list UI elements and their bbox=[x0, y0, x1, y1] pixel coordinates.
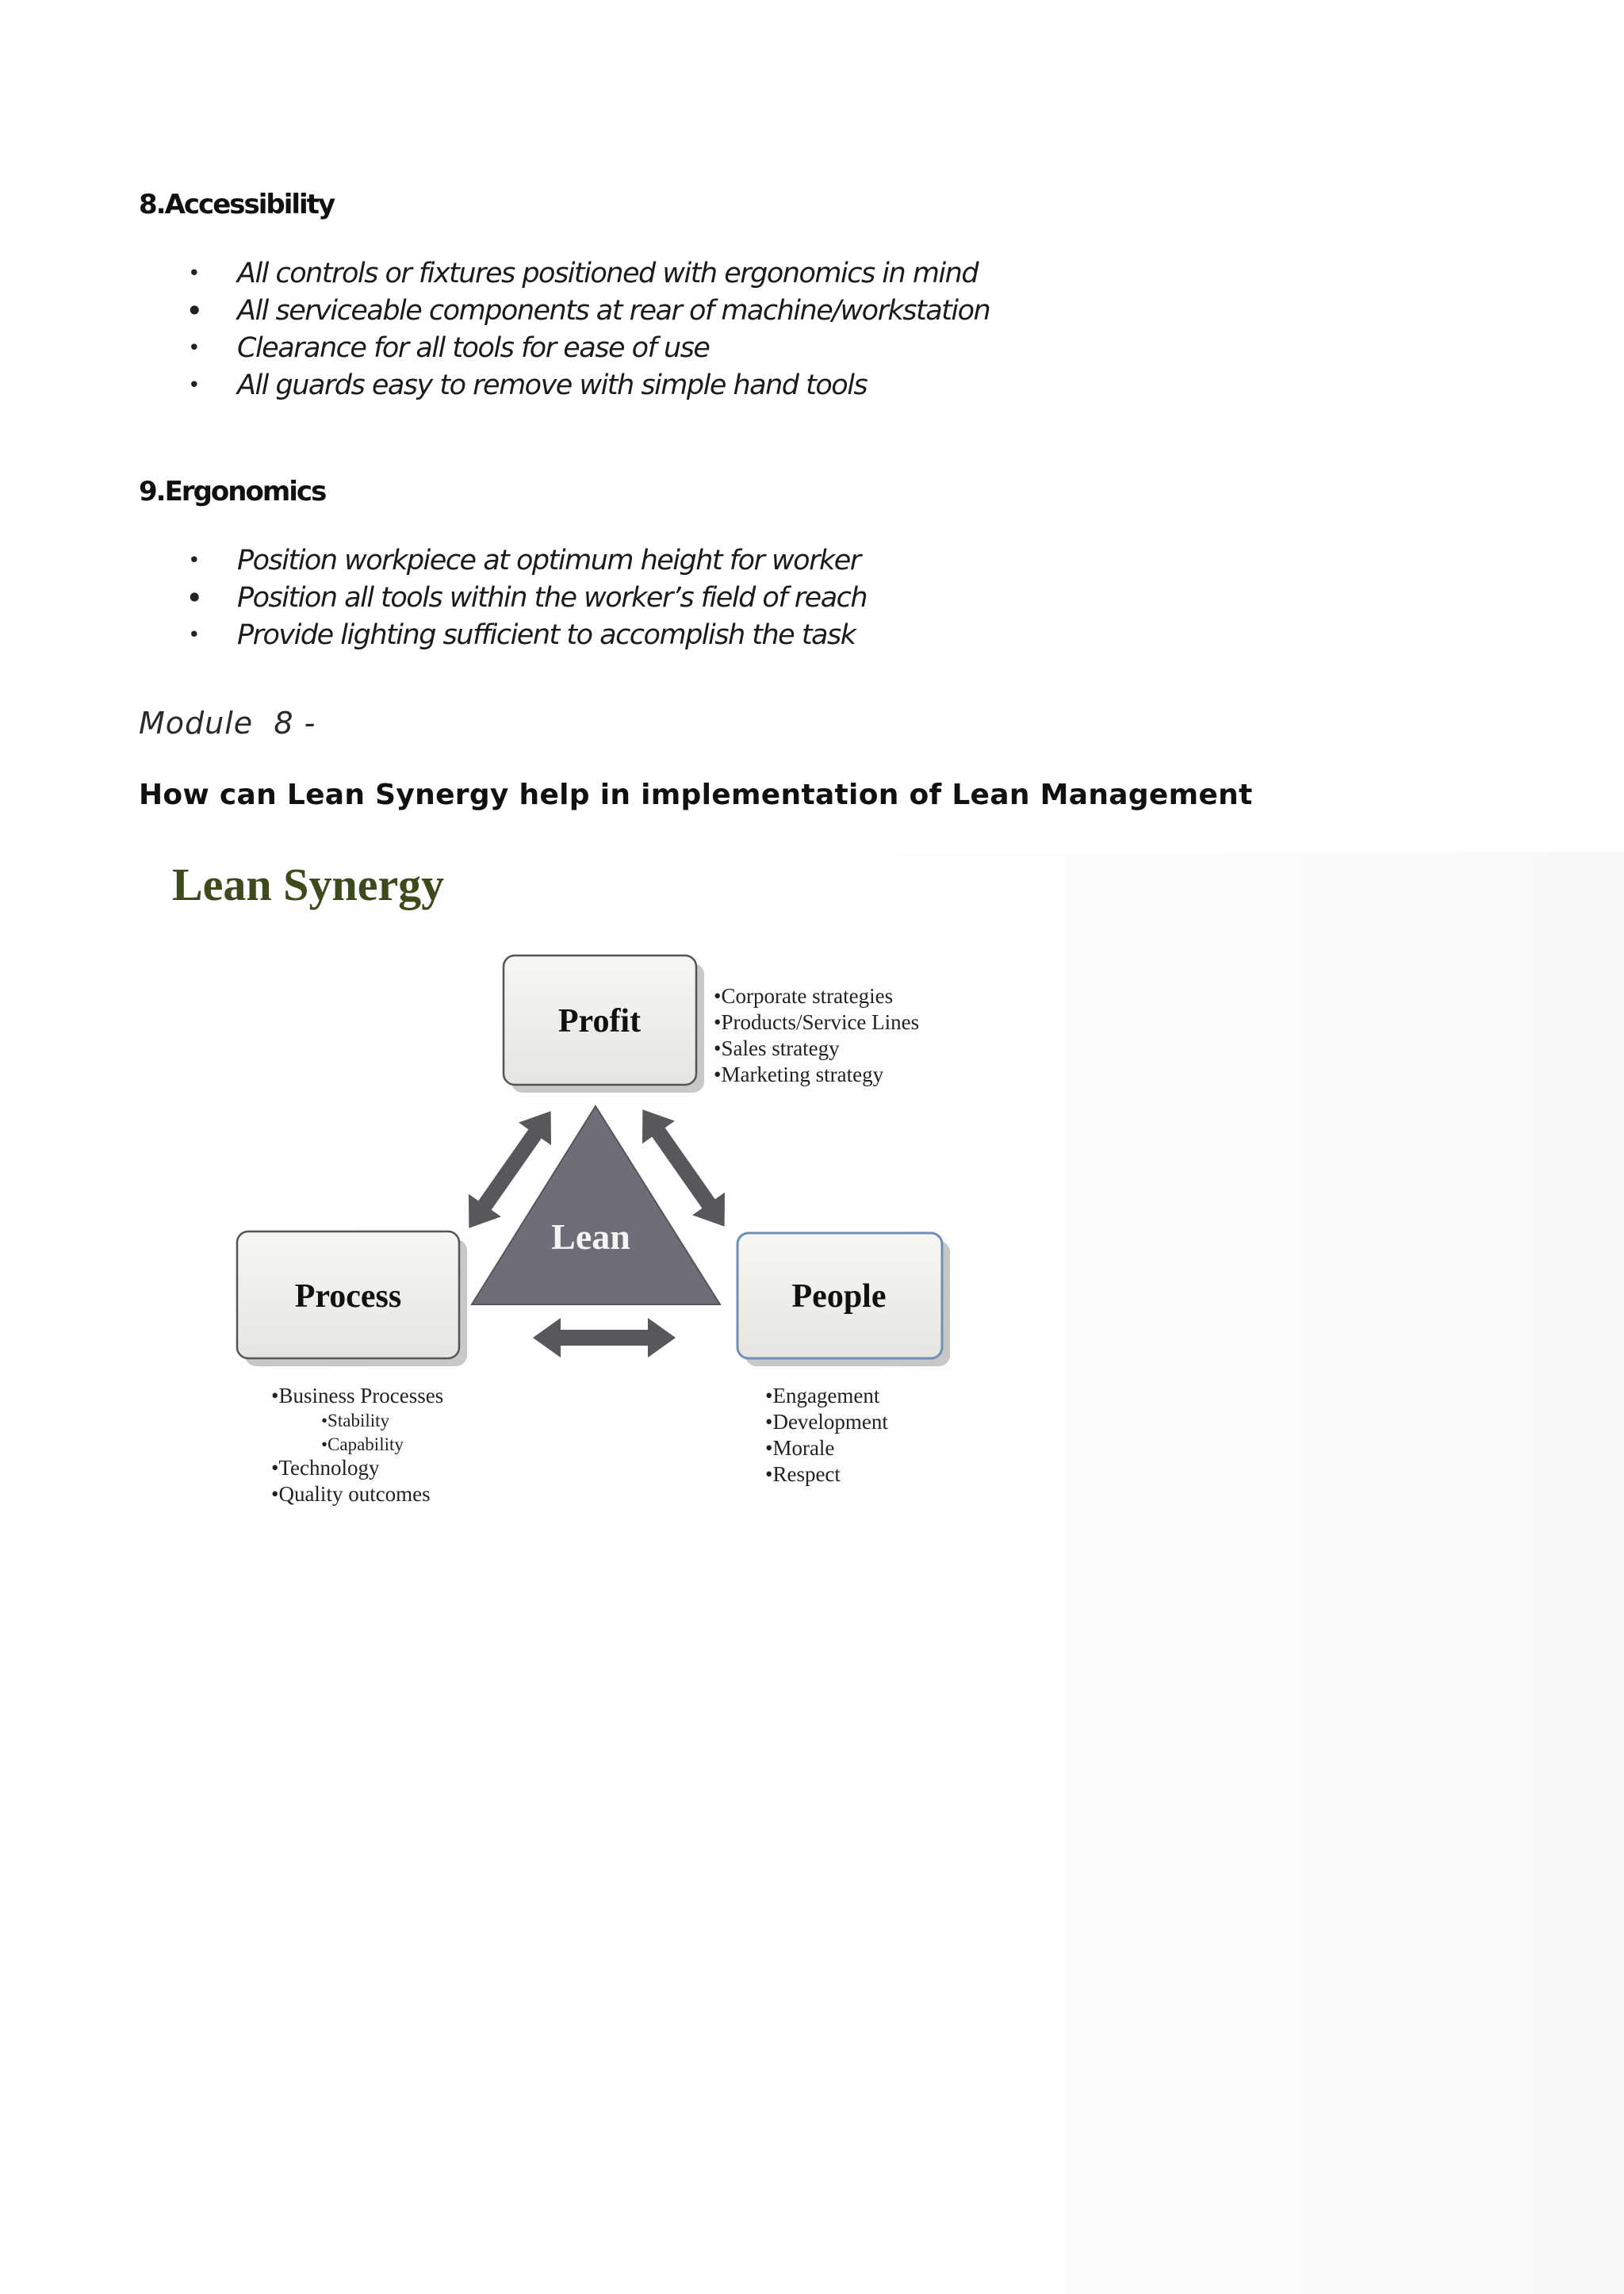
bullet-icon: • bbox=[186, 580, 202, 615]
section-heading-ergonomics: 9.Ergonomics bbox=[139, 476, 326, 507]
list-item: •Sales strategy bbox=[714, 1036, 840, 1060]
process-label: Process bbox=[294, 1278, 402, 1315]
section-heading-accessibility: 8.Accessibility bbox=[139, 189, 335, 220]
section-question: How can Lean Synergy help in implementation of Lean Management bbox=[139, 779, 1253, 811]
list-item: •Corporate strategies bbox=[714, 984, 894, 1008]
bullet-icon: • bbox=[188, 549, 199, 573]
process-box bbox=[237, 1231, 467, 1366]
bullet-icon: • bbox=[188, 262, 199, 285]
bullet-icon: • bbox=[188, 623, 199, 647]
list-item: •Engagement bbox=[765, 1384, 880, 1407]
profit-label: Profit bbox=[557, 1003, 642, 1040]
people-label: People bbox=[791, 1278, 887, 1315]
diagram-title: Lean Synergy bbox=[172, 859, 445, 910]
list-item: •Development bbox=[765, 1410, 888, 1434]
list-item: •Products/Service Lines bbox=[714, 1010, 920, 1034]
people-box bbox=[737, 1233, 950, 1366]
bullet-icon: • bbox=[188, 373, 199, 397]
list-item: •Morale bbox=[765, 1436, 835, 1460]
bullet-icon: • bbox=[186, 293, 202, 328]
list-item: •Technology bbox=[271, 1456, 380, 1480]
list-item: •Respect bbox=[765, 1462, 841, 1486]
list-item: •Business Processes bbox=[271, 1384, 444, 1407]
lean-triangle bbox=[472, 1106, 720, 1304]
profit-list bbox=[714, 984, 919, 1086]
process-list bbox=[271, 1384, 443, 1506]
list-item: •Stability bbox=[321, 1411, 390, 1430]
document-page: 8.Accessibility • All controls or fixtures positioned with ergonomics in mind • All serviceable components at rear of machine/workstation • Clearance for all tools for ease of use • All guards easy to remove with simple hand tools 9.Ergonomics • Position workpiece at optimum height for worker • Position all tools within the worker’s field of reach • Provide lighting sufficient to accomplish the task Module 8 - How can Lean Synergy help in implementation of Lean Management Lean Synergy Profit •Corporate strategies •Products/Service Lines •Sales strategy •Marketing strategy Lean Process •Business Processes •Stability •Capability •Technology •Quality outcomes People •Engagement •Development •Morale •Respect bbox=[0, 0, 1624, 2294]
lean-synergy-diagram bbox=[159, 852, 1624, 2294]
people-list bbox=[765, 1384, 888, 1486]
profit-box bbox=[504, 956, 704, 1093]
list-item: •Marketing strategy bbox=[714, 1063, 884, 1086]
bullet-icon: • bbox=[188, 336, 199, 360]
list-item: •Capability bbox=[321, 1434, 404, 1454]
lean-label: Lean bbox=[551, 1216, 630, 1257]
double-arrow-icon bbox=[533, 1318, 676, 1358]
lean-synergy-figure bbox=[159, 852, 1624, 2294]
module-label: Module 8 - bbox=[139, 706, 316, 741]
list-item: •Quality outcomes bbox=[271, 1482, 431, 1506]
